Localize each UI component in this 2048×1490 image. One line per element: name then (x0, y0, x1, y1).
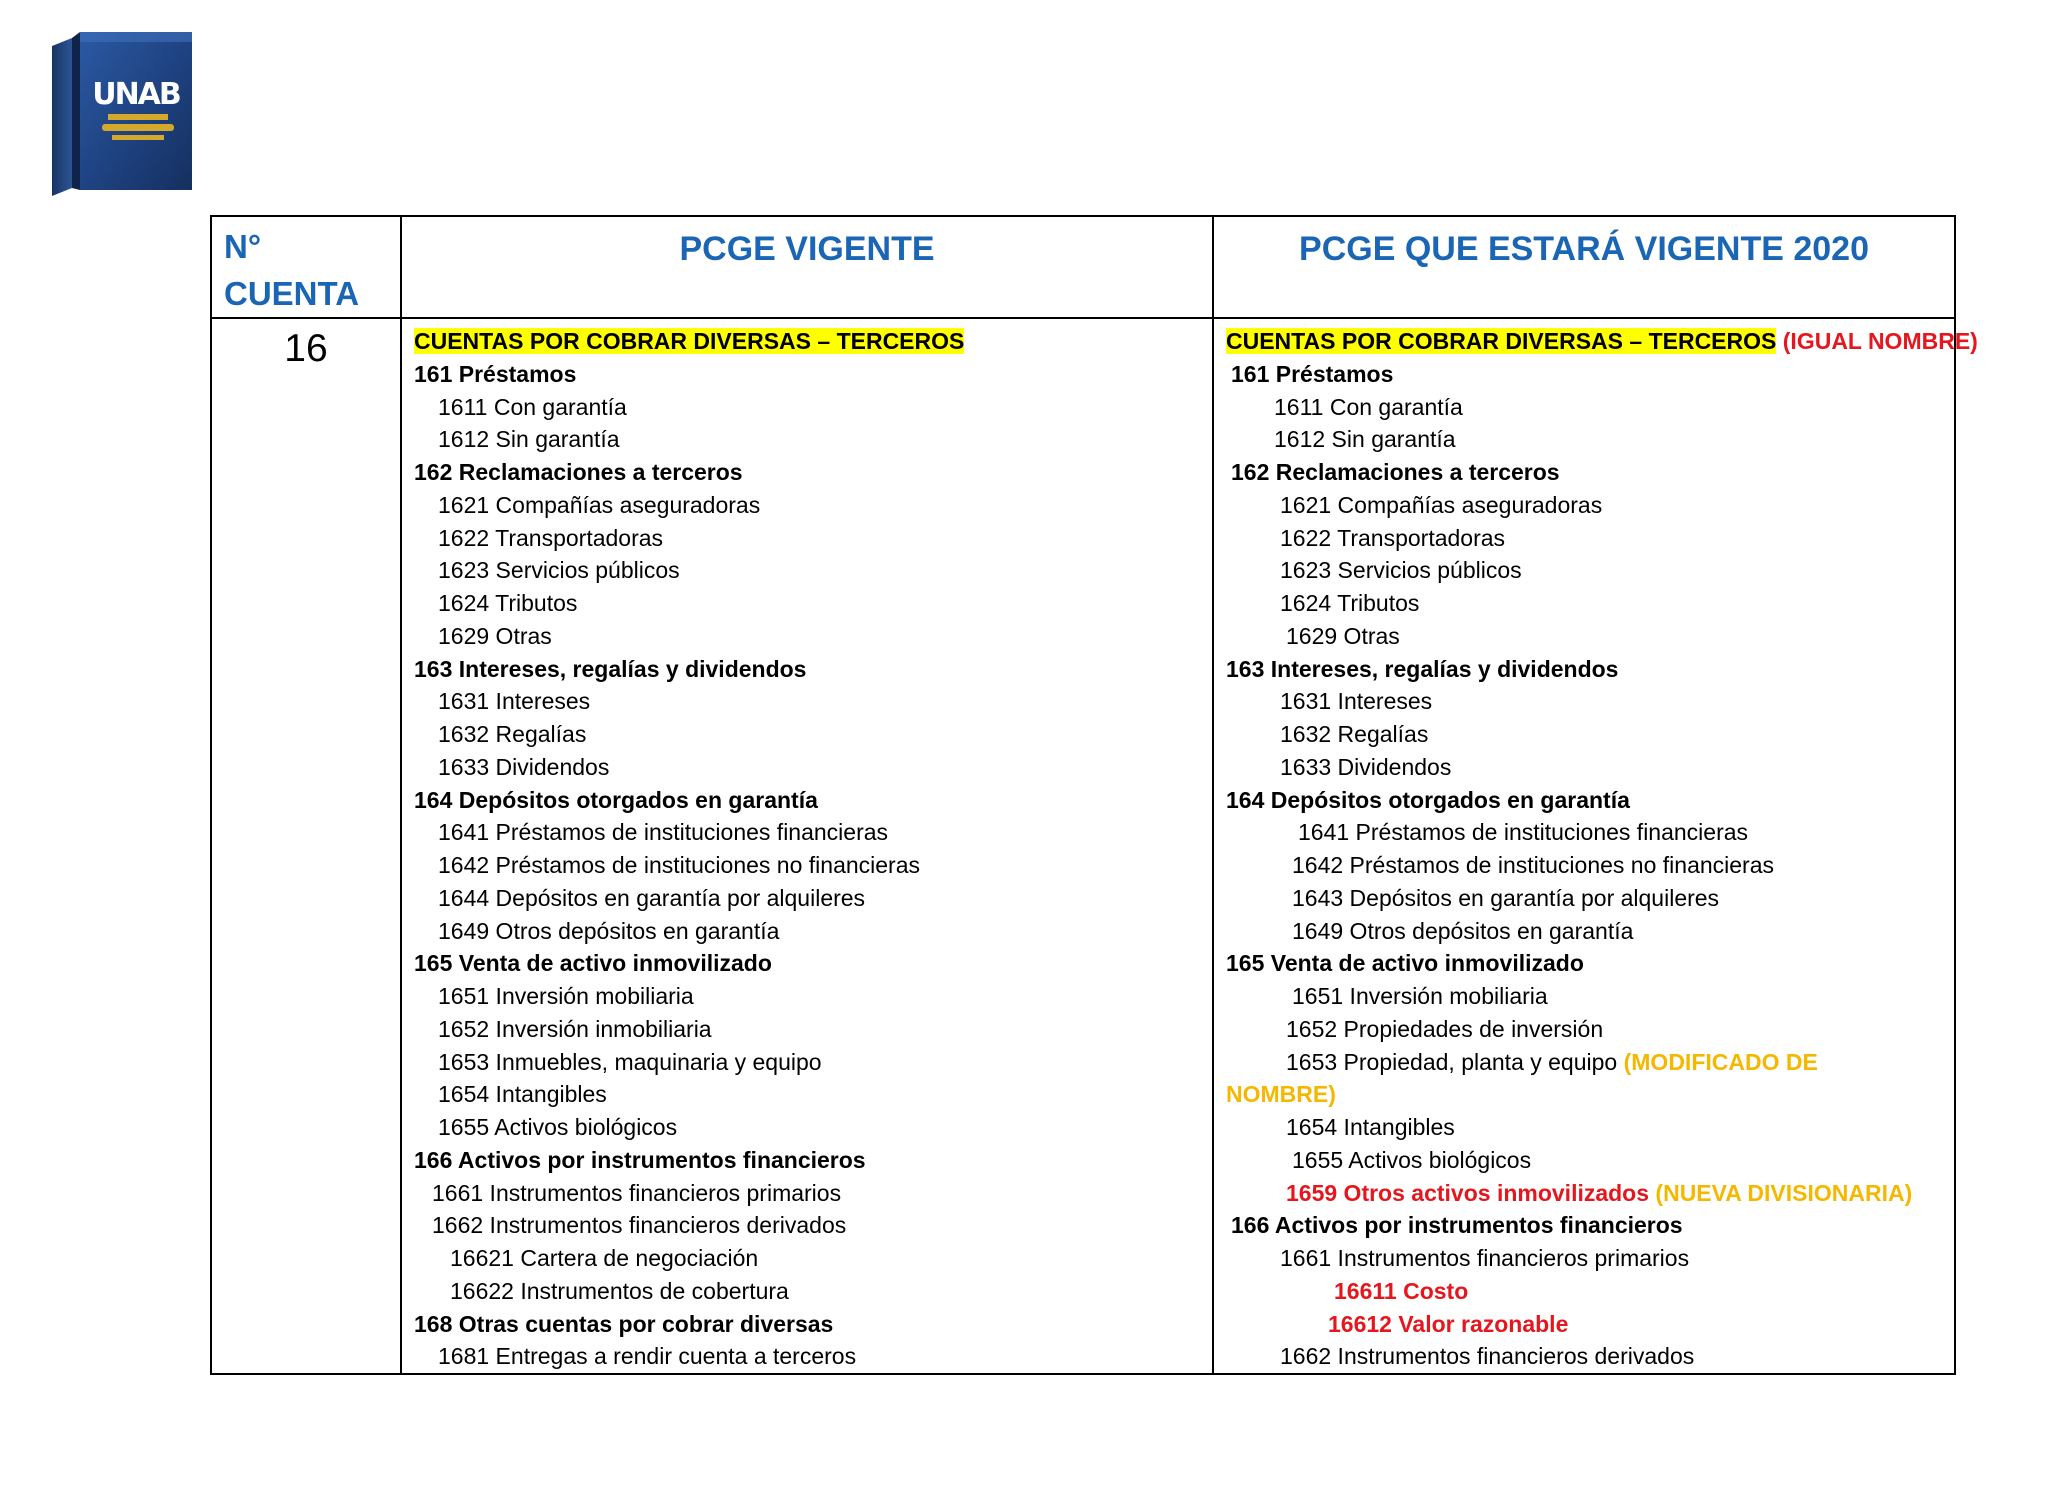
list-item: 163 Intereses, regalías y dividendos (1226, 655, 1619, 682)
list-item: 1612 Sin garantía (438, 426, 620, 453)
list-item: 164 Depósitos otorgados en garantía (414, 786, 818, 813)
header-cuenta-line1: N° (224, 228, 262, 265)
list-item: 165 Venta de activo inmovilizado (414, 950, 772, 977)
list-item: 1633 Dividendos (1280, 753, 1452, 780)
list-item: 161 Préstamos (1231, 360, 1394, 387)
list-item: 1621 Compañías aseguradoras (1280, 491, 1603, 518)
list-item: 1654 Intangibles (438, 1081, 607, 1108)
list-item-text: 1653 Propiedad, planta y equipo (1286, 1048, 1618, 1075)
header-cuenta (211, 216, 401, 318)
list-item: 161 Préstamos (414, 360, 577, 387)
vigente-account-list (401, 318, 1213, 1374)
list-item: 1622 Transportadoras (438, 524, 664, 551)
list-item: 1611 Con garantía (438, 393, 627, 420)
list-item: 1654 Intangibles (1286, 1114, 1455, 1140)
list-item: 1661 Instrumentos financieros primarios (432, 1179, 842, 1206)
list-item: 1641 Préstamos de instituciones financieras (1298, 819, 1749, 846)
change-note: NOMBRE) (1226, 1081, 1336, 1108)
list-item: 1631 Intereses (438, 688, 591, 715)
list-item: 1624 Tributos (1280, 590, 1420, 616)
change-note: (MODIFICADO DE (1623, 1048, 1818, 1075)
header-pcge-vigente: PCGE VIGENTE (401, 216, 1213, 318)
list-item: 1662 Instrumentos financieros derivados (432, 1212, 847, 1239)
pcge-comparison-table (210, 215, 1978, 1375)
change-note: (NUEVA DIVISIONARIA) (1655, 1179, 1913, 1206)
list-item: 1622 Transportadoras (1280, 524, 1506, 551)
list-item: 162 Reclamaciones a terceros (414, 459, 743, 485)
list-item: 16622 Instrumentos de cobertura (450, 1277, 789, 1304)
list-item: 162 Reclamaciones a terceros (1231, 459, 1560, 485)
list-item: 1623 Servicios públicos (1280, 557, 1522, 584)
list-item: 168 Otras cuentas por cobrar diversas (414, 1310, 834, 1337)
list-item: 1651 Inversión mobiliaria (1292, 983, 1548, 1009)
list-item: 1652 Propiedades de inversión (1286, 1015, 1604, 1042)
new-account: 16612 Valor razonable (1328, 1310, 1569, 1337)
list-item (414, 325, 1212, 358)
list-item: 1621 Compañías aseguradoras (438, 491, 761, 518)
list-item: 166 Activos por instrumentos financieros (1231, 1212, 1683, 1239)
list-item: 1649 Otros depósitos en garantía (1292, 917, 1634, 944)
list-item: 1632 Regalías (438, 721, 587, 747)
vigente-2020-account-list (1213, 318, 1978, 1374)
list-item: 16621 Cartera de negociación (450, 1245, 759, 1271)
list-item: 1643 Depósitos en garantía por alquileres (1292, 884, 1720, 911)
list-item: 1632 Regalías (1280, 721, 1429, 747)
list-item: 1629 Otras (1286, 622, 1400, 649)
list-item (1226, 1046, 1954, 1079)
list-item: 165 Venta de activo inmovilizado (1226, 950, 1584, 977)
change-note: (IGUAL NOMBRE) (1782, 328, 1978, 354)
list-item: 1642 Préstamos de instituciones no financieras (438, 852, 921, 878)
cuenta-number: 16 (211, 318, 401, 1374)
new-account: 16611 Costo (1334, 1277, 1469, 1304)
header-cuenta-line2: CUENTA (224, 275, 360, 312)
account-title-highlight: CUENTAS POR COBRAR DIVERSAS – TERCEROS (1226, 328, 1777, 354)
list-item: 1655 Activos biológicos (438, 1114, 678, 1140)
list-item: 1623 Servicios públicos (438, 557, 680, 584)
list-item: 1649 Otros depósitos en garantía (438, 917, 780, 944)
list-item: 1641 Préstamos de instituciones financieras (438, 819, 889, 846)
list-item: 166 Activos por instrumentos financieros (414, 1146, 866, 1173)
list-item (1226, 1177, 1954, 1210)
new-account: 1659 Otros activos inmovilizados (1286, 1179, 1650, 1206)
list-item: 1631 Intereses (1280, 688, 1433, 715)
list-item: 1629 Otras (438, 622, 552, 649)
list-item: 1612 Sin garantía (1274, 426, 1456, 453)
svg-text:UNAB: UNAB (92, 77, 180, 112)
list-item: 164 Depósitos otorgados en garantía (1226, 786, 1630, 813)
list-item: 1611 Con garantía (1274, 393, 1463, 420)
table-row (211, 318, 1955, 1374)
list-item: 1644 Depósitos en garantía por alquileres (438, 884, 866, 911)
account-title-highlight: CUENTAS POR COBRAR DIVERSAS – TERCEROS (414, 328, 965, 354)
list-item: 1655 Activos biológicos (1292, 1146, 1532, 1173)
list-item: 163 Intereses, regalías y dividendos (414, 655, 807, 682)
list-item (1226, 325, 1978, 358)
table-header-row (211, 216, 1955, 318)
list-item: 1652 Inversión inmobiliaria (438, 1015, 712, 1042)
list-item: 1661 Instrumentos financieros primarios (1280, 1245, 1690, 1271)
list-item: 1642 Préstamos de instituciones no financieras (1292, 852, 1775, 878)
list-item: 1633 Dividendos (438, 753, 610, 780)
list-item: 1651 Inversión mobiliaria (438, 983, 694, 1009)
list-item: 1662 Instrumentos financieros derivados (1280, 1343, 1695, 1370)
unab-logo (50, 28, 195, 200)
list-item: 1624 Tributos (438, 590, 578, 616)
list-item: 1653 Inmuebles, maquinaria y equipo (438, 1048, 822, 1075)
list-item: 1681 Entregas a rendir cuenta a terceros (438, 1343, 857, 1370)
header-pcge-2020: PCGE QUE ESTARÁ VIGENTE 2020 (1213, 216, 1955, 318)
